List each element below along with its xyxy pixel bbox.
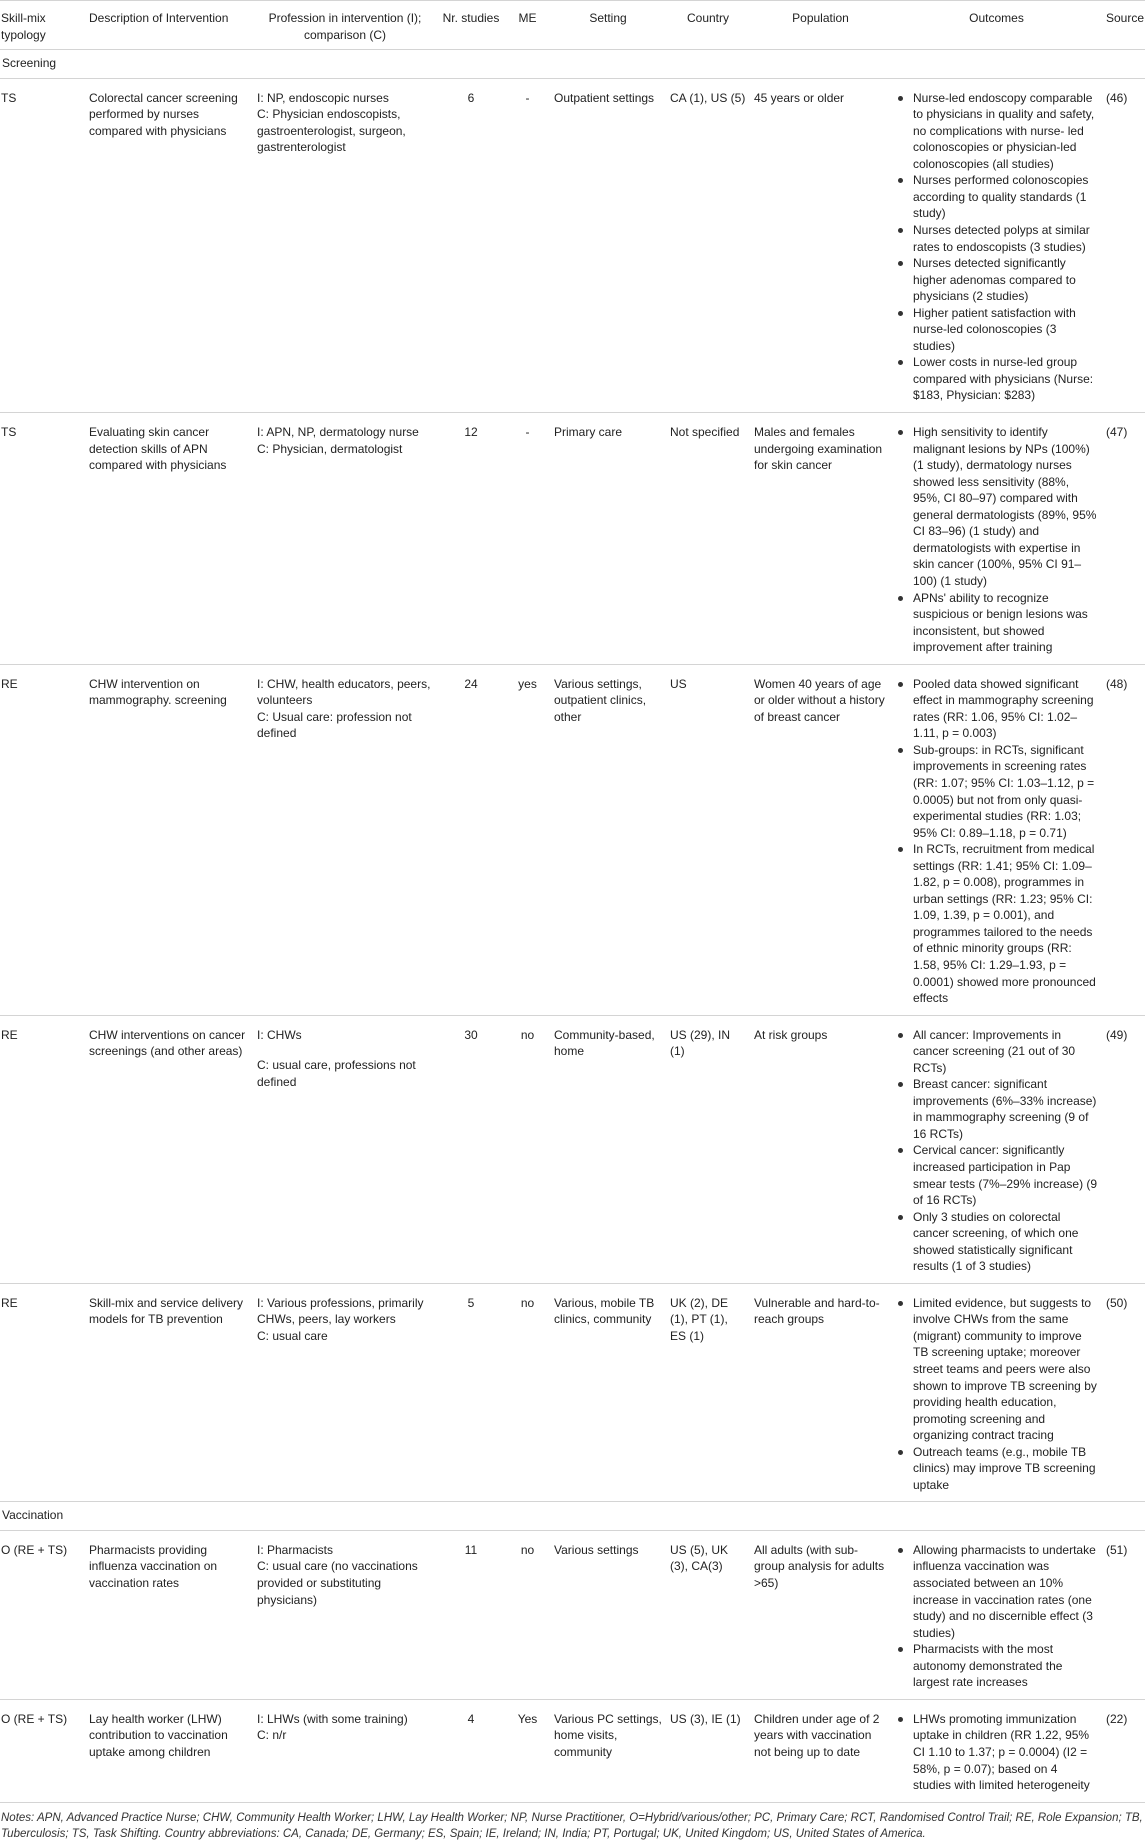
cell-profession (253, 1530, 437, 1699)
cell-profession (253, 413, 437, 665)
profession-line: C: n/r (257, 1728, 287, 1743)
outcomes-list (895, 1711, 1098, 1794)
outcomes-list (895, 676, 1098, 1007)
cell-profession (253, 1283, 437, 1502)
profession-line: C: Physician, dermatologist (257, 441, 403, 456)
cell-me: Yes (505, 1699, 550, 1802)
cell-country: US (5), UK (3), CA(3) (666, 1530, 750, 1699)
cell-profession (253, 1699, 437, 1802)
cell-outcomes (891, 1699, 1102, 1802)
table-row (0, 1283, 1145, 1502)
cell-typology: O (RE + TS) (0, 1530, 85, 1699)
outcome-item: All cancer: Improvements in cancer screening (21 out of 30 RCTs) (895, 1027, 1098, 1077)
profession-line: C: Usual care: profession not defined (257, 709, 412, 741)
outcome-item: Cervical cancer: significantly increased participation in Pap smear tests (7%–29% increase) (9 of 16 RCTs) (895, 1142, 1098, 1208)
outcome-item: Nurses detected polyps at similar rates to endoscopists (3 studies) (895, 222, 1098, 255)
outcome-item: Lower costs in nurse-led group compared with physicians (Nurse: $183, Physician: $283) (895, 354, 1098, 404)
outcome-item: Higher patient satisfaction with nurse-led colonoscopies (3 studies) (895, 305, 1098, 355)
cell-outcomes (891, 1283, 1102, 1502)
table-row (0, 413, 1145, 665)
cell-population: 45 years or older (750, 78, 891, 412)
outcome-item: Nurses detected significantly higher adenomas compared to physicians (2 studies) (895, 255, 1098, 305)
cell-description: CHW intervention on mammography. screening (85, 664, 253, 1015)
cell-description: Lay health worker (LHW) contribution to vaccination uptake among children (85, 1699, 253, 1802)
cell-studies: 12 (437, 413, 505, 665)
profession-line: C: Physician endoscopists, gastroenterologist, surgeon, gastrenterologist (257, 107, 406, 155)
header-outcomes: Outcomes (891, 1, 1102, 50)
header-setting: Setting (550, 1, 666, 50)
cell-description: Pharmacists providing influenza vaccination on vaccination rates (85, 1530, 253, 1699)
cell-outcomes (891, 1015, 1102, 1283)
outcome-item: In RCTs, recruitment from medical settings (RR: 1.41; 95% CI: 1.09–1.82, p = 0.008), programmes in urban settings (RR: 1.23; 95% CI: 1.09, 1.39, p = 0.001), and programmes tailored to the needs of ethnic minority groups (RR: 1.58, 95% CI: 1.29–1.93, p = 0.0001) showed more pronounced effects (895, 841, 1098, 1006)
outcomes-list (895, 90, 1098, 404)
cell-description: Colorectal cancer screening performed by nurses compared with physicians (85, 78, 253, 412)
section-label: Screening (0, 50, 1145, 79)
profession-line: C: usual care (257, 1328, 328, 1343)
outcome-item: Limited evidence, but suggests to involve CHWs from the same (migrant) community to improve TB screening uptake; moreover street teams and peers were also shown to improve TB screening by providing health education, promoting screening and organizing contract tracing (895, 1295, 1098, 1444)
profession-line: I: LHWs (with some training) (257, 1711, 408, 1726)
cell-country: US (29), IN (1) (666, 1015, 750, 1283)
table-row (0, 78, 1145, 412)
cell-me: no (505, 1015, 550, 1283)
cell-description: CHW interventions on cancer screenings (and other areas) (85, 1015, 253, 1283)
cell-studies: 24 (437, 664, 505, 1015)
cell-outcomes (891, 78, 1102, 412)
cell-outcomes (891, 664, 1102, 1015)
cell-source: (48) (1102, 664, 1145, 1015)
outcome-item: Pharmacists with the most autonomy demonstrated the largest rate increases (895, 1641, 1098, 1691)
header-population: Population (750, 1, 891, 50)
cell-setting: Various, mobile TB clinics, community (550, 1283, 666, 1502)
cell-setting: Various PC settings, home visits, community (550, 1699, 666, 1802)
outcome-item: High sensitivity to identify malignant lesions by NPs (100%) (1 study), dermatology nurses showed less sensitivity (88%, 95%, CI 80–97) compared with general dermatologists (89%, 95% CI 83–96) (1 study) and dermatologists with expertise in skin cancer (100%, 95% CI 91–100) (1 study) (895, 424, 1098, 589)
outcomes-list (895, 424, 1098, 656)
cell-country: UK (2), DE (1), PT (1), ES (1) (666, 1283, 750, 1502)
outcome-item: APNs' ability to recognize suspicious or benign lesions was inconsistent, but showed improvement after training (895, 590, 1098, 656)
cell-population: All adults (with sub-group analysis for adults >65) (750, 1530, 891, 1699)
cell-country: Not specified (666, 413, 750, 665)
cell-setting: Various settings, outpatient clinics, other (550, 664, 666, 1015)
header-me: ME (505, 1, 550, 50)
cell-country: CA (1), US (5) (666, 78, 750, 412)
header-typology: Skill-mix typology (0, 1, 85, 50)
cell-me: - (505, 413, 550, 665)
cell-source: (22) (1102, 1699, 1145, 1802)
cell-me: - (505, 78, 550, 412)
cell-profession (253, 664, 437, 1015)
section-row (0, 50, 1145, 79)
profession-line: I: NP, endoscopic nurses (257, 90, 389, 105)
cell-country: US (666, 664, 750, 1015)
header-studies: Nr. studies (437, 1, 505, 50)
cell-me: yes (505, 664, 550, 1015)
cell-typology: TS (0, 78, 85, 412)
profession-line: I: CHW, health educators, peers, volunteers (257, 676, 431, 708)
section-label: Vaccination (0, 1502, 1145, 1531)
cell-population: Children under age of 2 years with vaccination not being up to date (750, 1699, 891, 1802)
profession-line: I: Various professions, primarily CHWs, peers, lay workers (257, 1295, 424, 1327)
cell-country: US (3), IE (1) (666, 1699, 750, 1802)
cell-typology: TS (0, 413, 85, 665)
profession-line: I: CHWs (257, 1027, 302, 1042)
outcome-item: Allowing pharmacists to undertake influenza vaccination was associated between an 10% increase in vaccination rates (one study) and no discernible effect (3 studies) (895, 1542, 1098, 1641)
profession-line: I: Pharmacists (257, 1542, 334, 1557)
profession-line: C: usual care, professions not defined (257, 1058, 416, 1089)
outcome-item: Nurse-led endoscopy comparable to physicians in quality and safety, no complications with nurse- led colonoscopies or physician-led colonoscopies (all studies) (895, 90, 1098, 173)
cell-typology: RE (0, 1015, 85, 1283)
header-row (0, 1, 1145, 50)
outcome-item: LHWs promoting immunization uptake in children (RR 1.22, 95% CI 1.10 to 1.37; p = 0.0004) (I2 = 58%, p = 0.07); based on 4 studies with limited heterogeneity (895, 1711, 1098, 1794)
cell-studies: 6 (437, 78, 505, 412)
table-row (0, 1015, 1145, 1283)
header-description: Description of Intervention (85, 1, 253, 50)
table-notes: Notes: APN, Advanced Practice Nurse; CHW, Community Health Worker; LHW, Lay Health Worker; NP, Nurse Practitioner, O=Hybrid/various/other; PC, Primary Care; RCT, Randomised Control Trail; RE, Role Expansion; TB, Tuberculosis; TS, Task Shifting. Country abbreviations: CA, Canada; DE, Germany; ES, Spain; IE, Ireland; IN, India; PT, Portugal; UK, United Kingdom; US, United States of America. (1, 1811, 1143, 1841)
outcome-item: Nurses performed colonoscopies according to quality standards (1 study) (895, 172, 1098, 222)
cell-setting: Community-based, home (550, 1015, 666, 1283)
cell-source: (46) (1102, 78, 1145, 412)
cell-studies: 4 (437, 1699, 505, 1802)
cell-studies: 30 (437, 1015, 505, 1283)
cell-source: (51) (1102, 1530, 1145, 1699)
section-row (0, 1502, 1145, 1531)
cell-outcomes (891, 413, 1102, 665)
outcomes-list (895, 1295, 1098, 1494)
outcome-item: Sub-groups: in RCTs, significant improvements in screening rates (RR: 1.07; 95% CI: 1.03–1.12, p = 0.0005) but not from only quasi-experimental studies (RR: 1.03; 95% CI: 0.89–1.18, p = 0.71) (895, 742, 1098, 841)
table-body (0, 50, 1145, 1803)
outcome-item: Breast cancer: significant improvements (6%–33% increase) in mammography screening (9 of 16 RCTs) (895, 1076, 1098, 1142)
header-profession: Profession in intervention (I); comparison (C) (253, 1, 437, 50)
cell-setting: Various settings (550, 1530, 666, 1699)
profession-line: C: usual care (no vaccinations provided or substituting physicians) (257, 1559, 418, 1607)
table-row (0, 664, 1145, 1015)
outcome-item: Pooled data showed significant effect in mammography screening rates (RR: 1.06, 95% CI: 1.02–1.11, p = 0.003) (895, 676, 1098, 742)
cell-typology: O (RE + TS) (0, 1699, 85, 1802)
table-row (0, 1530, 1145, 1699)
header-country: Country (666, 1, 750, 50)
cell-description: Skill-mix and service delivery models for TB prevention (85, 1283, 253, 1502)
cell-source: (47) (1102, 413, 1145, 665)
cell-profession (253, 1015, 437, 1283)
cell-setting: Primary care (550, 413, 666, 665)
cell-description: Evaluating skin cancer detection skills of APN compared with physicians (85, 413, 253, 665)
cell-me: no (505, 1283, 550, 1502)
cell-studies: 11 (437, 1530, 505, 1699)
cell-typology: RE (0, 1283, 85, 1502)
outcomes-list (895, 1542, 1098, 1691)
cell-population: Women 40 years of age or older without a history of breast cancer (750, 664, 891, 1015)
table-row (0, 1699, 1145, 1802)
cell-source: (50) (1102, 1283, 1145, 1502)
cell-population: Vulnerable and hard-to-reach groups (750, 1283, 891, 1502)
cell-profession (253, 78, 437, 412)
header-source: Source (1102, 1, 1145, 50)
cell-population: At risk groups (750, 1015, 891, 1283)
cell-typology: RE (0, 664, 85, 1015)
cell-me: no (505, 1530, 550, 1699)
cell-setting: Outpatient settings (550, 78, 666, 412)
outcomes-list (895, 1027, 1098, 1275)
cell-population: Males and females undergoing examination for skin cancer (750, 413, 891, 665)
outcome-item: Outreach teams (e.g., mobile TB clinics) may improve TB screening uptake (895, 1444, 1098, 1494)
outcome-item: Only 3 studies on colorectal cancer screening, of which one showed statistically significant results (1 of 3 studies) (895, 1209, 1098, 1275)
profession-line: I: APN, NP, dermatology nurse (257, 425, 419, 440)
cell-source: (49) (1102, 1015, 1145, 1283)
cell-studies: 5 (437, 1283, 505, 1502)
cell-outcomes (891, 1530, 1102, 1699)
